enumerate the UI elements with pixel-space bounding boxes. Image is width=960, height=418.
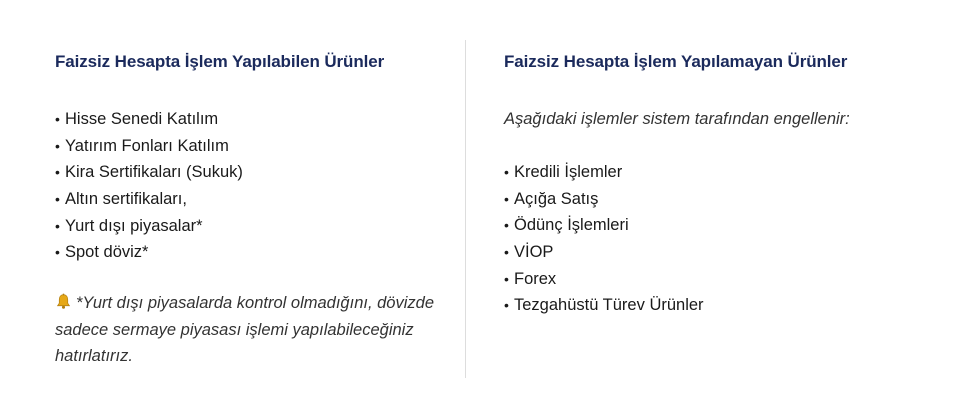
bullet-icon: •: [55, 164, 60, 181]
column-divider: [465, 40, 466, 378]
bullet-icon: •: [504, 297, 509, 314]
bullet-icon: •: [55, 111, 60, 127]
allowed-products-list: [55, 106, 243, 266]
list-item-label: Açığa Satış: [514, 189, 599, 208]
list-item-label: VİOP: [514, 243, 554, 262]
bullet-icon: •: [55, 217, 60, 234]
list-item: [504, 159, 704, 186]
list-item-label: Kredili İşlemler: [514, 163, 623, 181]
bell-icon: [55, 293, 72, 310]
list-item-label: Kira Sertifikaları (Sukuk): [65, 163, 243, 182]
list-item: [504, 292, 704, 319]
bullet-icon: •: [504, 164, 509, 180]
list-item: [55, 186, 243, 213]
reminder-note-text: *Yurt dışı piyasalarda kontrol olmadığını, dövizde sadece sermaye piyasası işlemi yapılabileceğiniz hatırlatırız.: [55, 294, 434, 366]
bullet-icon: •: [504, 270, 509, 287]
list-item-label: Yatırım Fonları Katılım: [65, 136, 229, 155]
list-item-label: Hisse Senedi Katılım: [65, 110, 219, 128]
blocked-products-list: [504, 159, 704, 319]
blocked-intro-text: Aşağıdaki işlemler sistem tarafından engellenir:: [504, 110, 850, 128]
list-item: [55, 239, 243, 266]
list-item: [504, 212, 704, 239]
bullet-icon: •: [55, 244, 60, 261]
list-item-label: Yurt dışı piyasalar*: [65, 216, 203, 235]
blocked-products-heading: Faizsiz Hesapta İşlem Yapılamayan Ürünler: [504, 52, 848, 71]
allowed-products-heading: Faizsiz Hesapta İşlem Yapılabilen Ürünler: [55, 52, 385, 71]
reminder-note: [55, 290, 435, 370]
bullet-icon: •: [504, 217, 509, 234]
list-item: [55, 159, 243, 186]
list-item: [504, 186, 704, 213]
bullet-icon: •: [504, 244, 509, 261]
list-item: [504, 266, 704, 293]
list-item-label: Tezgahüstü Türev Ürünler: [514, 296, 704, 315]
bullet-icon: •: [55, 137, 60, 154]
list-item: [504, 239, 704, 266]
list-item: [55, 133, 243, 160]
bullet-icon: •: [55, 191, 60, 208]
bullet-icon: •: [504, 190, 509, 207]
list-item-label: Forex: [514, 269, 557, 288]
list-item-label: Altın sertifikaları,: [65, 190, 187, 209]
list-item: [55, 106, 243, 133]
list-item: [55, 213, 243, 240]
list-item-label: Ödünç İşlemleri: [514, 216, 629, 235]
list-item-label: Spot döviz*: [65, 243, 149, 262]
